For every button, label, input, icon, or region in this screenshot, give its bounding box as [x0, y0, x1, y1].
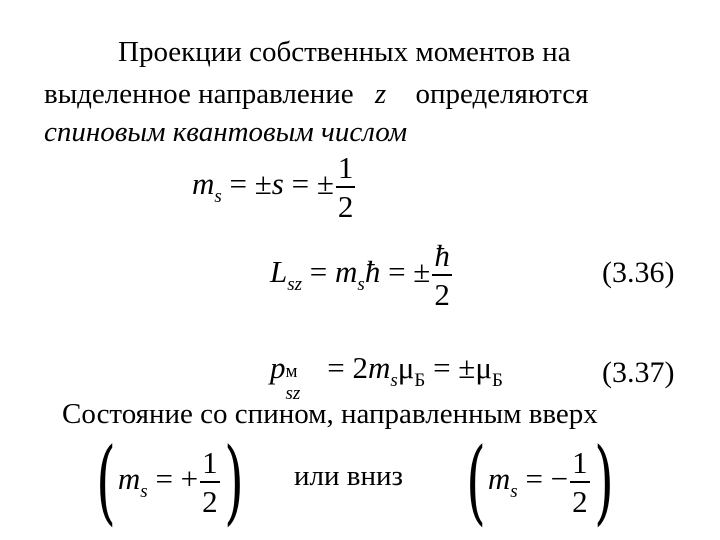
eq2-equals-pm: = ±	[380, 254, 431, 290]
eq1-denominator: 2	[337, 189, 354, 224]
intro-line-2-start: выделенное направление	[44, 78, 354, 110]
eq1-m-subscript: s	[214, 186, 222, 208]
eq2-fraction	[432, 240, 452, 310]
spin-down-fraction-bar	[570, 481, 590, 483]
eq3-equals-pm-mu: = ±μ	[425, 350, 492, 385]
eq3-mu-subscript-2: Б	[491, 370, 503, 391]
spin-down-left-paren: (	[466, 428, 486, 535]
eq1-s: s	[271, 166, 284, 202]
spin-down-numerator: 1	[572, 445, 588, 480]
eq3-mu-subscript: Б	[414, 370, 426, 391]
spin-down-right-paren: )	[593, 428, 614, 535]
eq2-numerator: ħ	[434, 238, 450, 273]
intro-line-1: Проекции собственных моментов на	[118, 36, 571, 68]
eq2-L: L	[270, 254, 288, 290]
spin-up-m: m	[117, 461, 141, 497]
spin-down-expression	[458, 428, 622, 535]
eq3-equals-2: = 2	[319, 350, 368, 385]
spin-up-content	[118, 447, 222, 517]
eq1-equals-pm: = ±	[221, 166, 272, 202]
intro-line-2-end: определяются	[415, 78, 589, 110]
equation-number-3-37: (3.37)	[602, 356, 675, 389]
spin-up-left-paren: (	[96, 428, 116, 535]
eq2-fraction-bar	[432, 274, 452, 276]
equation-spin-angular-momentum	[270, 240, 454, 310]
eq3-mu: μ	[397, 350, 415, 385]
eq2-hbar: ħ	[364, 254, 381, 290]
spin-up-numerator: 1	[202, 445, 218, 480]
equation-spin-projection	[192, 152, 357, 222]
eq1-fraction-bar	[336, 186, 356, 188]
state-sentence: Состояние со спином, направленным вверх	[62, 398, 598, 430]
eq2-equals: =	[302, 254, 336, 290]
eq2-m-subscript: s	[357, 274, 365, 296]
eq1-m: m	[192, 166, 215, 202]
direction-variable-z: z	[374, 78, 387, 110]
eq2-m: m	[335, 254, 358, 290]
eq1-numerator: 1	[337, 150, 354, 185]
spin-down-denominator: 2	[572, 484, 588, 519]
eq3-m: m	[367, 350, 391, 385]
eq3-p: p	[270, 350, 286, 385]
spin-down-fraction	[570, 447, 590, 517]
intro-line-2	[44, 80, 588, 109]
or-down-text: или вниз	[294, 460, 403, 492]
equation-number-3-36: (3.36)	[602, 256, 675, 289]
eq3-m-subscript: s	[390, 370, 398, 391]
spin-up-right-paren: )	[223, 428, 244, 535]
spin-up-denominator: 2	[202, 484, 218, 519]
spin-up-expression	[88, 428, 252, 535]
spin-down-equals-minus: = −	[517, 461, 569, 497]
equation-spin-magnetic-moment	[270, 350, 503, 404]
spin-up-fraction-bar	[200, 481, 220, 483]
spin-up-fraction	[200, 447, 220, 517]
eq2-L-subscript: sz	[287, 274, 303, 296]
spin-down-content	[488, 447, 592, 517]
eq1-fraction	[336, 152, 356, 222]
intro-line-3: спиновым квантовым числом	[44, 116, 408, 148]
spin-down-m: m	[487, 461, 511, 497]
spin-up-equals-plus: = +	[147, 461, 199, 497]
eq3-p-subscript: sz	[285, 383, 301, 404]
eq1-equals-pm-2: = ±	[283, 166, 334, 202]
eq3-p-superscript: м	[285, 361, 298, 382]
spin-down-m-subscript: s	[510, 481, 518, 503]
spin-up-m-subscript: s	[140, 481, 148, 503]
eq2-denominator: 2	[434, 277, 450, 312]
